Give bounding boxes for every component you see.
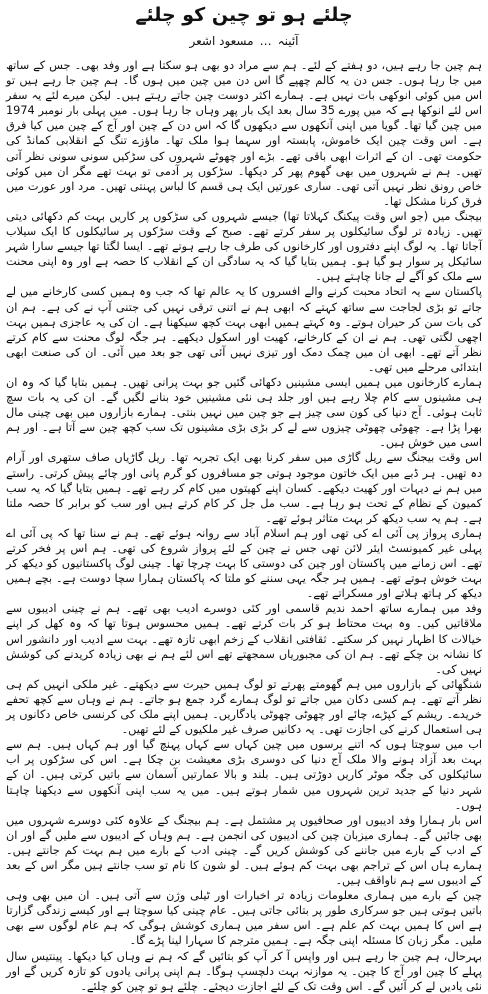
paragraph: پاکستان سے یہ اتحاد محبت کرنے والے افسروں کا یہ عالم تھا کہ جب وہ ہمیں کسی کارخانے میں لے جاتے تو بڑی لجاجت سے ساتھ کہتے کہ ابھی ہم نے اتنی ترقی نہیں کی جتنی آپ نے کی ہے۔ ہم ان کی بات سن کر حیران ہوتے۔ وہ کہتے ہمیں ابھی بہت کچھ سیکھنا ہے۔ ان کی یہ عاجزی ہمیں بہت اچھی لگتی تھی۔ ہم نے ان کے کارخانے، کھیت اور اسکول دیکھے۔ ہر جگہ لوگ محنت سے کام کرتے نظر آتے تھے۔ ابھی ان میں چمک دمک اور تیزی نہیں آئی تھی جو بعد میں آئی۔ ان کی صنعت ابھی ابتدائی مرحلے میں تھی۔ bbox=[6, 285, 482, 374]
paragraph: بہرحال، ہم چین جا رہے ہیں اور واپس آ کر آپ کو بتائیں گے کہ ہم نے وہاں کیا دیکھا۔ پینتیس سال پہلے کا چین اور آج کا چین۔ یہ موازنہ بہت دلچسپ ہوگا۔ ہم اپنی پرانی یادوں کو تازہ کریں گے اور نئی یادیں لے کر آئیں گے۔ اس وقت تک کے لئے اجازت دیجئے۔ چلئے ہو تو چین کو چلئے۔ bbox=[6, 949, 482, 993]
byline-separator: … bbox=[259, 34, 272, 48]
author-name: مسعود اشعر bbox=[189, 34, 254, 48]
paragraph: ہم چین جا رہے ہیں، دو ہفتے کے لئے۔ ہم سے مراد دو بھی ہو سکتا ہے اور وفد بھی۔ جس کے ساتھ میں جا رہا ہوں۔ جس دن یہ کالم چھپے گا اس دن میں چین میں ہوں گا۔ ہم چین جا رہے ہیں تو اس میں کوئی انوکھی بات نہیں ہے۔ ہمارے اکثر دوست چین جاتے رہتے ہیں۔ لیکن میرے لئے یہ سفر اس لئے انوکھا ہے کہ میں پورے 35 سال بعد ایک بار پھر وہاں جا رہا ہوں۔ میں پہلی بار نومبر 1974 میں چین گیا تھا۔ گویا میں اپنی آنکھوں سے دیکھوں گا کہ اس دن کے چین اور آج کے چین میں کیا فرق ہے۔ اس وقت چین ایک خاموش، پابستہ اور سہما ہوا ملک تھا۔ ماؤزے تنگ کے انقلابی کمانڈ کی حکومت تھی۔ ان کے اثرات ابھی باقی تھے۔ بڑے اور چھوٹے شہروں کی سڑکیں سونی سونی نظر آتی تھیں۔ ہم نے شہروں میں بھی گھوم پھر کر دیکھا۔ سڑکوں پر آدمی تو بہت تھے مگر ان میں کوئی خاص رونق نظر نہیں آتی تھی۔ ساری عورتیں ایک ہی قسم کا لباس پہنتی تھیں۔ مرد اور عورت میں فرق کرنا مشکل تھا۔ bbox=[6, 59, 482, 208]
paragraph: چین کے بارے میں ہماری معلومات زیادہ تر اخبارات اور ٹیلی وژن سے آتی ہیں۔ ان میں بھی وہی باتیں ہوتی ہیں جو سرکاری طور پر بتائی جاتی ہیں۔ عام چینی کیا سوچتا ہے اور کیسے زندگی گزارتا ہے اس کا ہمیں بہت کم علم ہے۔ اس سفر میں ہماری کوشش ہوگی کہ ہم عام لوگوں سے بھی ملیں۔ مگر زبان کا مسئلہ اپنی جگہ ہے۔ ہمیں مترجم کا سہارا لینا پڑے گا۔ bbox=[6, 889, 482, 948]
paragraph: اس بار ہمارا وفد ادیبوں اور صحافیوں پر مشتمل ہے۔ ہم بیجنگ کے علاوہ کئی دوسرے شہروں میں بھی جائیں گے۔ ہماری میزبان چین کی ادیبوں کی انجمن ہے۔ ہم وہاں کے ادیبوں سے ملیں گے اور ان کے ادب کے بارے میں جاننے کی کوشش کریں گے۔ چینی ادب کے بارے میں ہم بہت کم جانتے ہیں۔ ہمارے ہاں اس کے تراجم بھی بہت کم ہوئے ہیں۔ لو شون کا نام تو سب جانتے ہیں مگر اس کے بعد کے ادیبوں سے ہم ناواقف ہیں۔ bbox=[6, 813, 482, 888]
paragraph: ہمارے کارخانوں میں ہمیں ایسی مشینیں دکھائی گئیں جو بہت پرانی تھیں۔ ہمیں بتایا گیا کہ وہ ان ہی مشینوں سے کام چلا رہے ہیں اور جلد ہی نئی مشینیں خود بنانے لگیں گے۔ ان کی یہ بات سچ ثابت ہوئی۔ آج دنیا کی کون سی چیز ہے جو چین میں نہیں بنتی۔ ہمارے بازاروں میں بھی چینی مال بھرا پڑا ہے۔ چھوٹی چھوٹی چیزوں سے لے کر بڑی بڑی مشینوں تک سب کچھ چین سے آتا ہے۔ اور ہم اسی میں خوش ہیں۔ bbox=[6, 375, 482, 450]
paragraph: ہماری پرواز پی آئی اے کی تھی اور ہم اسلام آباد سے روانہ ہوئے تھے۔ ہم نے سنا تھا کہ پی آئی اے پہلی غیر کمیونسٹ ایئر لائن تھی جس نے چین کے لئے پرواز شروع کی تھی۔ ہم اس پر فخر کرتے تھے۔ اس زمانے میں پاکستان اور چین کی دوستی کا بہت چرچا تھا۔ چینی لوگ پاکستانیوں کو دیکھ کر بہت خوش ہوتے تھے۔ ہمیں ہر جگہ یہی سننے کو ملتا کہ پاکستان ہمارا سچا دوست ہے۔ بچے ہمیں دیکھ کر ہاتھ ہلاتے اور مسکراتے تھے۔ bbox=[6, 526, 482, 601]
paragraph: وفد میں ہمارے ساتھ احمد ندیم قاسمی اور کئی دوسرے ادیب بھی تھے۔ ہم نے چینی ادیبوں سے ملاقاتیں کیں۔ وہ بہت محتاط ہو کر بات کرتے تھے۔ ہمیں محسوس ہوتا تھا کہ وہ کھل کر اپنے خیالات کا اظہار نہیں کر سکتے۔ ثقافتی انقلاب کے زخم ابھی تازہ تھے۔ بہت سے ادیب اور دانشور اس کا نشانہ بن چکے تھے۔ ہم ان کی مجبوریاں سمجھتے تھے اس لئے ہم نے بھی زیادہ کریدنے کی کوشش نہیں کی۔ bbox=[6, 602, 482, 676]
column-name: آئینہ bbox=[277, 34, 299, 48]
article-body bbox=[6, 58, 482, 993]
paragraph: بیجنگ میں (جو اس وقت پیکنگ کہلاتا تھا) جیسے شہروں کی سڑکوں پر کاریں بہت کم دکھائی دیتی تھیں۔ زیادہ تر لوگ سائیکلوں پر سفر کرتے تھے۔ صبح کے وقت سڑکوں پر سائیکلوں کا ایک سیلاب آجاتا تھا۔ یہ لوگ اپنے دفتروں اور کارخانوں کی طرف جا رہے ہوتے تھے۔ ایسا لگتا تھا جیسے سارا شہر سائیکل پر سوار ہو گیا ہو۔ ہمیں بتایا گیا کہ یہ سادگی ان کے انقلاب کا حصہ ہے اور وہ اپنی محنت سے ملک کو آگے لے جانا چاہتے ہیں۔ bbox=[6, 209, 482, 284]
byline bbox=[0, 34, 488, 48]
paragraph: اس وقت بیجنگ سے ریل گاڑی میں سفر کرنا بھی ایک تجربہ تھا۔ ریل گاڑیاں صاف ستھری اور آرام دہ تھیں۔ ہر ڈبے میں ایک خاتون موجود ہوتی جو مسافروں کو گرم پانی اور چائے پیش کرتی۔ راستے میں ہم نے دیہات اور کھیت دیکھے۔ کسان اپنے کھیتوں میں کام کر رہے تھے۔ ہمیں بتایا گیا کہ یہ سب کمیون کے نظام کے تحت ہو رہا ہے۔ سب مل جل کر کام کرتے ہیں اور سب کو برابر کا حصہ ملتا ہے۔ ہم یہ سب دیکھ کر بہت متاثر ہوئے تھے۔ bbox=[6, 451, 482, 525]
column-title: چلئے ہو تو چین کو چلئے bbox=[135, 4, 353, 26]
paragraph: اب میں سوچتا ہوں کہ اتنے برسوں میں چین کہاں سے کہاں پہنچ گیا اور ہم کہاں ہیں۔ ہم سے بہت بعد آزاد ہونے والا ملک آج دنیا کی دوسری بڑی معیشت بن چکا ہے۔ اس کی سڑکوں پر اب سائیکلوں کی جگہ موٹر کاریں دوڑتی ہیں۔ بلند و بالا عمارتیں آسمان سے باتیں کرتی ہیں۔ ان کے شہر دنیا کے جدید ترین شہروں میں شمار ہوتے ہیں۔ میں یہ سب اپنی آنکھوں سے دیکھنا چاہتا ہوں۔ bbox=[6, 738, 482, 812]
paragraph: شنگھائی کے بازاروں میں ہم گھومتے پھرتے تو لوگ ہمیں حیرت سے دیکھتے۔ غیر ملکی انہیں کم ہی نظر آتے تھے۔ ہم کسی دکان میں جاتے تو لوگ ہمارے گرد جمع ہو جاتے۔ ہم نے وہاں سے کچھ تحفے خریدے۔ ریشم کے کپڑے، چائے اور چھوٹی چھوٹی یادگاریں۔ ہمیں اپنے ملک کی کرنسی خاص دکانوں پر ہی استعمال کرنے کی اجازت تھی۔ یہ دکانیں صرف غیر ملکیوں کے لئے تھیں۔ bbox=[6, 677, 482, 737]
